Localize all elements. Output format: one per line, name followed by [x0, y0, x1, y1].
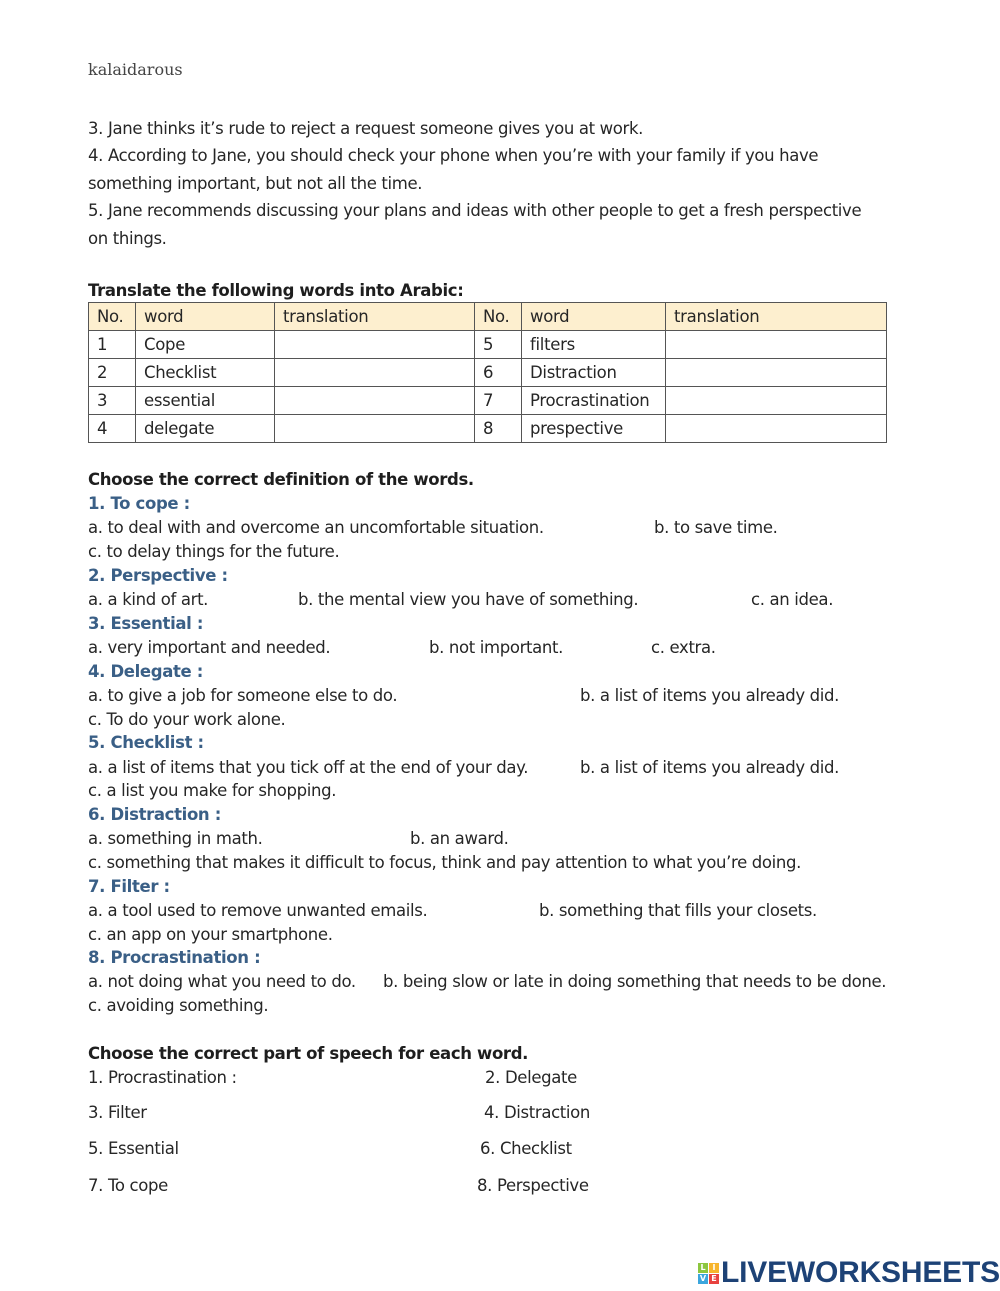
question-term: 1. To cope :: [88, 494, 190, 513]
header-translation: translation: [666, 303, 887, 331]
option-c[interactable]: c. extra.: [651, 638, 716, 657]
option-c[interactable]: c. something that makes it difficult to focus, think and pay attention to what you’re doing.: [88, 853, 802, 872]
logo-tile: L: [698, 1263, 708, 1273]
translation-input[interactable]: [666, 415, 887, 443]
row-number: 8: [475, 415, 522, 443]
row-number: 6: [475, 359, 522, 387]
pos-item: 6. Checklist: [480, 1139, 572, 1158]
row-word: Procrastination: [522, 387, 666, 415]
table-row: [89, 359, 887, 387]
pos-item: 8. Perspective: [477, 1176, 589, 1195]
row-word: Distraction: [522, 359, 666, 387]
option-c[interactable]: c. a list you make for shopping.: [88, 781, 337, 800]
option-b[interactable]: b. something that fills your closets.: [539, 901, 817, 920]
option-a[interactable]: a. a list of items that you tick off at the end of your day.: [88, 758, 529, 777]
pos-item: 3. Filter: [88, 1103, 147, 1122]
pos-item: 7. To cope: [88, 1176, 168, 1195]
option-b[interactable]: b. a list of items you already did.: [580, 758, 840, 777]
liveworksheets-logo: [698, 1256, 1000, 1290]
logo-tile: I: [709, 1263, 719, 1273]
table-row: [89, 331, 887, 359]
statement-4: 4. According to Jane, you should check your phone when you’re with your family if you have: [88, 146, 819, 165]
question-term: 5. Checklist :: [88, 733, 204, 752]
option-b[interactable]: b. to save time.: [654, 518, 778, 537]
table-header-row: [89, 303, 887, 331]
logo-tile: E: [709, 1274, 719, 1284]
live-tiles-icon: [698, 1263, 719, 1284]
translation-input[interactable]: [666, 359, 887, 387]
row-number: 4: [89, 415, 136, 443]
option-a[interactable]: a. not doing what you need to do.: [88, 972, 356, 991]
statement-3: 3. Jane thinks it’s rude to reject a request someone gives you at work.: [88, 119, 644, 138]
header-word: word: [522, 303, 666, 331]
row-word: Cope: [136, 331, 275, 359]
header-word: word: [136, 303, 275, 331]
option-b[interactable]: b. not important.: [429, 638, 564, 657]
option-c[interactable]: c. to delay things for the future.: [88, 542, 340, 561]
option-b[interactable]: b. a list of items you already did.: [580, 686, 840, 705]
pos-item: 2. Delegate: [485, 1068, 577, 1087]
header-no: No.: [475, 303, 522, 331]
header-translation: translation: [275, 303, 475, 331]
option-c[interactable]: c. an idea.: [751, 590, 834, 609]
option-c[interactable]: c. To do your work alone.: [88, 710, 286, 729]
question-term: 2. Perspective :: [88, 566, 228, 585]
option-a[interactable]: a. something in math.: [88, 829, 263, 848]
definitions-heading: Choose the correct definition of the words.: [88, 470, 474, 489]
translation-input[interactable]: [275, 415, 475, 443]
row-number: 3: [89, 387, 136, 415]
statement-4-cont: something important, but not all the time.: [88, 174, 423, 193]
pos-item: 5. Essential: [88, 1139, 179, 1158]
statement-5-cont: on things.: [88, 229, 167, 248]
option-a[interactable]: a. to deal with and overcome an uncomfortable situation.: [88, 518, 544, 537]
question-term: 8. Procrastination :: [88, 948, 261, 967]
author-name: kalaidarous: [88, 60, 183, 79]
statement-5: 5. Jane recommends discussing your plans and ideas with other people to get a fresh perspective: [88, 201, 862, 220]
translation-input[interactable]: [275, 331, 475, 359]
logo-tile: V: [699, 1273, 707, 1283]
option-a[interactable]: a. a tool used to remove unwanted emails.: [88, 901, 428, 920]
row-word: essential: [136, 387, 275, 415]
option-a[interactable]: a. to give a job for someone else to do.: [88, 686, 398, 705]
row-number: 5: [475, 331, 522, 359]
header-no: No.: [89, 303, 136, 331]
logo-text: LIVEWORKSHEETS: [721, 1256, 1000, 1289]
row-word: delegate: [136, 415, 275, 443]
translation-input[interactable]: [666, 387, 887, 415]
row-word: Checklist: [136, 359, 275, 387]
question-term: 4. Delegate :: [88, 662, 204, 681]
pos-item: 4. Distraction: [484, 1103, 591, 1122]
translate-heading: Translate the following words into Arabic:: [88, 281, 464, 300]
pos-heading: Choose the correct part of speech for each word.: [88, 1044, 529, 1063]
translation-input[interactable]: [275, 359, 475, 387]
table-row: [89, 387, 887, 415]
translation-input[interactable]: [275, 387, 475, 415]
translation-input[interactable]: [666, 331, 887, 359]
option-c[interactable]: c. an app on your smartphone.: [88, 925, 333, 944]
question-term: 3. Essential :: [88, 614, 204, 633]
question-term: 6. Distraction :: [88, 805, 221, 824]
row-number: 2: [89, 359, 136, 387]
option-a[interactable]: a. a kind of art.: [88, 590, 209, 609]
option-b[interactable]: b. being slow or late in doing something that needs to be done.: [383, 972, 887, 991]
vocabulary-table: [88, 302, 887, 443]
row-word: filters: [522, 331, 666, 359]
question-term: 7. Filter :: [88, 877, 170, 896]
option-b[interactable]: b. an award.: [410, 829, 509, 848]
option-c[interactable]: c. avoiding something.: [88, 996, 269, 1015]
table-row: [89, 415, 887, 443]
option-b[interactable]: b. the mental view you have of something.: [298, 590, 639, 609]
row-number: 1: [89, 331, 136, 359]
row-word: prespective: [522, 415, 666, 443]
row-number: 7: [475, 387, 522, 415]
option-a[interactable]: a. very important and needed.: [88, 638, 331, 657]
pos-item: 1. Procrastination :: [88, 1068, 237, 1087]
